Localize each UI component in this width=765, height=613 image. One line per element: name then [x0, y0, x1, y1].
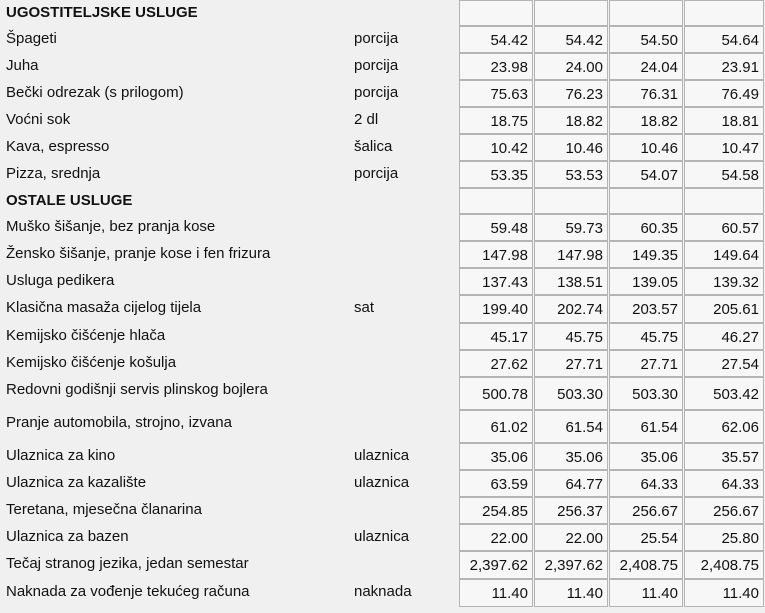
item-unit: 2 dl: [354, 111, 379, 128]
price-cell: 203.57: [609, 295, 683, 323]
table-row: [0, 410, 765, 443]
price-cell: 18.75: [459, 107, 533, 134]
price-cell: 24.04: [609, 53, 683, 80]
item-name: Špageti: [6, 30, 57, 47]
price-cell: 18.81: [684, 107, 764, 134]
price-cell: 503.30: [609, 377, 683, 410]
price-cell: 25.80: [684, 524, 764, 551]
price-cell: 54.42: [459, 26, 533, 53]
price-cell: 25.54: [609, 524, 683, 551]
empty-value-cell: [534, 0, 608, 26]
price-cell: 76.31: [609, 80, 683, 107]
table-row: [0, 107, 765, 134]
empty-value-cell: [459, 0, 533, 26]
price-cell: 76.23: [534, 80, 608, 107]
price-cell: 23.98: [459, 53, 533, 80]
table-row: [0, 26, 765, 53]
price-cell: 46.27: [684, 323, 764, 350]
price-cell: 2,408.75: [609, 551, 683, 579]
price-cell: 45.75: [534, 323, 608, 350]
item-name: Žensko šišanje, pranje kose i fen frizura: [6, 245, 271, 262]
price-cell: 138.51: [534, 268, 608, 295]
price-cell: 60.35: [609, 214, 683, 241]
item-name: Kemijsko čišćenje hlača: [6, 327, 166, 344]
price-cell: 23.91: [684, 53, 764, 80]
item-name: Kava, espresso: [6, 138, 110, 155]
item-name: Ulaznica za kazalište: [6, 474, 147, 491]
item-unit: porcija: [354, 84, 399, 101]
table-row: [0, 377, 765, 410]
table-row: [0, 497, 765, 524]
item-name: Pizza, srednja: [6, 165, 101, 182]
item-name: Kemijsko čišćenje košulja: [6, 354, 177, 371]
price-cell: 24.00: [534, 53, 608, 80]
price-cell: 63.59: [459, 470, 533, 497]
price-cell: 199.40: [459, 295, 533, 323]
price-cell: 18.82: [534, 107, 608, 134]
table-row: [0, 214, 765, 241]
price-cell: 53.35: [459, 161, 533, 188]
price-cell: 139.32: [684, 268, 764, 295]
price-cell: 11.40: [609, 579, 683, 607]
price-cell: 2,397.62: [534, 551, 608, 579]
price-cell: 149.35: [609, 241, 683, 268]
price-cell: 256.37: [534, 497, 608, 524]
price-cell: 45.75: [609, 323, 683, 350]
table-row: [0, 443, 765, 470]
price-cell: 147.98: [534, 241, 608, 268]
price-cell: 54.07: [609, 161, 683, 188]
price-cell: 27.71: [609, 350, 683, 377]
item-name: Bečki odrezak (s prilogom): [6, 84, 184, 101]
table-row: [0, 350, 765, 377]
section-title: UGOSTITELJSKE USLUGE: [6, 4, 198, 21]
price-cell: 76.49: [684, 80, 764, 107]
price-cell: 59.48: [459, 214, 533, 241]
price-cell: 54.64: [684, 26, 764, 53]
item-name: Juha: [6, 57, 39, 74]
price-cell: 59.73: [534, 214, 608, 241]
price-cell: 11.40: [534, 579, 608, 607]
price-cell: 10.42: [459, 134, 533, 161]
item-name: Ulaznica za bazen: [6, 528, 129, 545]
item-unit: porcija: [354, 30, 399, 47]
item-name: Muško šišanje, bez pranja kose: [6, 218, 216, 235]
item-name: Redovni godišnji servis plinskog bojlera: [6, 381, 268, 398]
empty-value-cell: [534, 188, 608, 214]
price-cell: 139.05: [609, 268, 683, 295]
item-name: Voćni sok: [6, 111, 71, 128]
item-name: Pranje automobila, strojno, izvana: [6, 414, 232, 431]
price-cell: 62.06: [684, 410, 764, 443]
price-cell: 256.67: [609, 497, 683, 524]
price-cell: 10.46: [534, 134, 608, 161]
empty-value-cell: [684, 0, 764, 26]
price-cell: 35.06: [459, 443, 533, 470]
item-name: Naknada za vođenje tekućeg računa: [6, 583, 250, 600]
price-cell: 61.02: [459, 410, 533, 443]
price-cell: 254.85: [459, 497, 533, 524]
price-cell: 256.67: [684, 497, 764, 524]
price-cell: 45.17: [459, 323, 533, 350]
empty-value-cell: [609, 0, 683, 26]
price-cell: 35.06: [609, 443, 683, 470]
table-row: [0, 53, 765, 80]
price-cell: 500.78: [459, 377, 533, 410]
price-cell: 54.50: [609, 26, 683, 53]
price-cell: 205.61: [684, 295, 764, 323]
table-row: [0, 295, 765, 323]
table-row: [0, 470, 765, 497]
price-cell: 22.00: [534, 524, 608, 551]
price-cell: 61.54: [609, 410, 683, 443]
price-cell: 10.47: [684, 134, 764, 161]
table-row: [0, 579, 765, 607]
price-cell: 27.54: [684, 350, 764, 377]
price-cell: 27.71: [534, 350, 608, 377]
item-unit: ulaznica: [354, 528, 410, 545]
table-row: [0, 323, 765, 350]
table-row: [0, 134, 765, 161]
item-unit: ulaznica: [354, 474, 410, 491]
price-cell: 64.77: [534, 470, 608, 497]
item-unit: sat: [354, 299, 375, 316]
price-cell: 503.30: [534, 377, 608, 410]
price-cell: 35.06: [534, 443, 608, 470]
price-cell: 75.63: [459, 80, 533, 107]
price-cell: 61.54: [534, 410, 608, 443]
item-name: Tečaj stranog jezika, jedan semestar: [6, 555, 249, 572]
table-row: [0, 241, 765, 268]
price-cell: 54.58: [684, 161, 764, 188]
empty-value-cell: [684, 188, 764, 214]
section-header-row: [0, 188, 765, 214]
price-cell: 503.42: [684, 377, 764, 410]
table-row: [0, 80, 765, 107]
table-row: [0, 524, 765, 551]
item-name: Teretana, mjesečna članarina: [6, 501, 202, 518]
empty-value-cell: [609, 188, 683, 214]
section-title: OSTALE USLUGE: [6, 192, 133, 209]
price-cell: 10.46: [609, 134, 683, 161]
price-cell: 147.98: [459, 241, 533, 268]
section-header-row: [0, 0, 765, 26]
price-cell: 64.33: [609, 470, 683, 497]
table-row: [0, 268, 765, 295]
price-cell: 22.00: [459, 524, 533, 551]
price-cell: 54.42: [534, 26, 608, 53]
item-unit: porcija: [354, 165, 399, 182]
item-unit: porcija: [354, 57, 399, 74]
item-name: Usluga pedikera: [6, 272, 115, 289]
price-cell: 2,397.62: [459, 551, 533, 579]
price-cell: 137.43: [459, 268, 533, 295]
price-cell: 202.74: [534, 295, 608, 323]
price-cell: 18.82: [609, 107, 683, 134]
price-cell: 35.57: [684, 443, 764, 470]
item-unit: šalica: [354, 138, 393, 155]
item-unit: ulaznica: [354, 447, 410, 464]
item-name: Ulaznica za kino: [6, 447, 116, 464]
price-cell: 53.53: [534, 161, 608, 188]
price-cell: 11.40: [459, 579, 533, 607]
item-name: Klasična masaža cijelog tijela: [6, 299, 202, 316]
price-cell: 2,408.75: [684, 551, 764, 579]
price-cell: 11.40: [684, 579, 764, 607]
price-cell: 64.33: [684, 470, 764, 497]
table-row: [0, 551, 765, 579]
empty-value-cell: [459, 188, 533, 214]
price-cell: 149.64: [684, 241, 764, 268]
table-row: [0, 161, 765, 188]
item-unit: naknada: [354, 583, 412, 600]
price-cell: 60.57: [684, 214, 764, 241]
price-cell: 27.62: [459, 350, 533, 377]
